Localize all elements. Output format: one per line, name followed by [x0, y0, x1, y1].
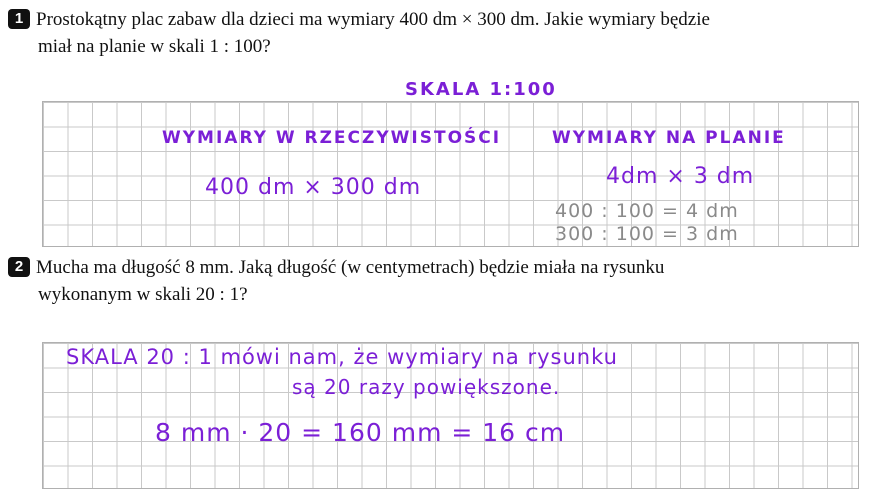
- task-1-text-2: miał na planie w skali 1 : 100?: [38, 36, 271, 57]
- task-2-answer-line-1: SKALA 20 : 1 mówi nam, że wymiary na rysunku: [66, 345, 618, 369]
- task-2-line-1: [8, 254, 664, 281]
- task-1-text-1: Prostokątny plac zabaw dla dzieci ma wymiary 400 dm × 300 dm. Jakie wymiary będzie: [36, 9, 710, 30]
- task-1-plan-value: 4dm × 3 dm: [606, 164, 755, 189]
- task-2: [8, 254, 664, 308]
- task-1-calc-2: 300 : 100 = 3 dm: [555, 223, 739, 245]
- task-1-real-value: 400 dm × 300 dm: [205, 175, 422, 200]
- task-number-badge: 1: [8, 9, 30, 29]
- task-1-line-1: [8, 6, 710, 33]
- task-2-answer-line-3: 8 mm · 20 = 160 mm = 16 cm: [155, 418, 566, 447]
- task-2-text-1: Mucha ma długość 8 mm. Jaką długość (w centymetrach) będzie miała na rysunku: [36, 257, 665, 278]
- task-2-text-2: wykonanym w skali 20 : 1?: [38, 284, 248, 305]
- task-1-scale: SKALA 1:100: [405, 79, 557, 100]
- task-1-real-heading: WYMIARY W RZECZYWISTOŚCI: [162, 128, 502, 148]
- task-1-plan-heading: WYMIARY NA PLANIE: [552, 128, 786, 148]
- task-1-calc-1: 400 : 100 = 4 dm: [555, 200, 739, 222]
- task-number-badge: 2: [8, 257, 30, 277]
- task-1: [8, 6, 710, 60]
- task-2-answer-line-2: są 20 razy powiększone.: [292, 375, 561, 399]
